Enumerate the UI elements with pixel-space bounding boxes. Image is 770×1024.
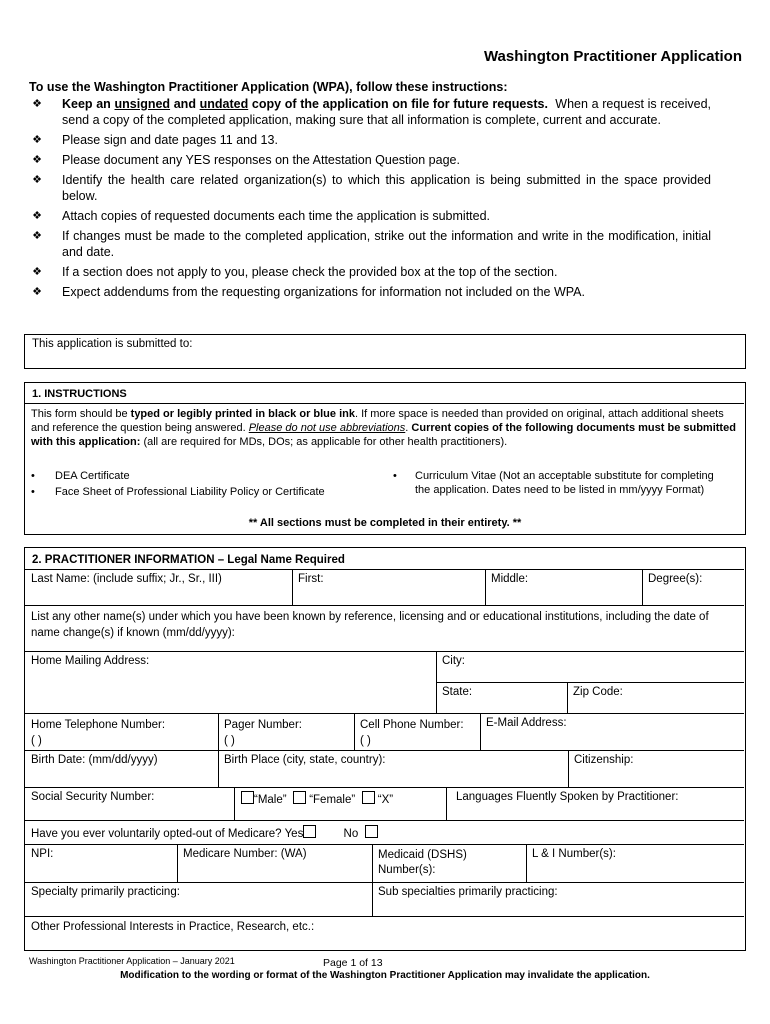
divider <box>354 713 355 750</box>
divider <box>446 787 447 820</box>
page-title: Washington Practitioner Application <box>483 48 742 65</box>
divider <box>25 713 744 714</box>
bullet-icon: • <box>31 470 35 482</box>
section-instructions <box>24 382 746 535</box>
divider <box>177 844 178 882</box>
submitted-to-field[interactable] <box>24 334 746 369</box>
intro-heading: To use the Washington Practitioner Application (WPA), follow these instructions: <box>29 80 508 94</box>
divider <box>372 844 373 916</box>
bullet-text: Please document any YES responses on the Attestation Question page. <box>62 153 460 167</box>
x-checkbox[interactable] <box>362 791 375 804</box>
middle-name-field[interactable]: Middle: <box>491 573 529 585</box>
divider <box>292 569 293 605</box>
bullet-text: If a section does not apply to you, please check the provided box at the top of the section. <box>62 265 558 279</box>
list-item: • Face Sheet of Professional Liability Policy or Certificate <box>31 486 325 498</box>
list-item <box>29 208 711 224</box>
zip-field[interactable]: Zip Code: <box>573 686 623 698</box>
list-item: • Curriculum Vitae (Not an acceptable substitute for completing the application. Dates need to be listed in mm/yyyy Format) <box>393 470 714 496</box>
document-list-right <box>393 469 715 497</box>
divider <box>234 787 235 820</box>
divider <box>25 569 744 570</box>
citizenship-field[interactable]: Citizenship: <box>574 754 634 766</box>
bullet-text: When a request is received, send a copy of the completed application, making sure that all information is complete, current and accurate. <box>62 97 711 127</box>
divider <box>25 844 744 845</box>
submitted-to-label: This application is submitted to: <box>32 338 193 350</box>
list-item <box>29 152 711 168</box>
section-title: 2. PRACTITIONER INFORMATION – Legal Name Required <box>32 554 345 566</box>
divider <box>25 787 744 788</box>
pager-field[interactable]: Pager Number: ( ) <box>224 719 302 747</box>
footer-warning: Modification to the wording or format of the Washington Practitioner Application may invalidate the application. <box>120 970 650 981</box>
medicare-number-field[interactable]: Medicare Number: (WA) <box>183 848 307 860</box>
female-checkbox[interactable] <box>293 791 306 804</box>
diamond-bullet-icon: ❖ <box>32 154 42 166</box>
home-phone-field[interactable]: Home Telephone Number: ( ) <box>31 719 166 747</box>
male-checkbox[interactable] <box>241 791 254 804</box>
bullet-text: Keep an unsigned and undated copy of the application on file for future requests. <box>62 97 548 111</box>
bullet-text: Attach copies of requested documents each time the application is submitted. <box>62 209 491 223</box>
bullet-text: Identify the health care related organization(s) to which this application is being submitted in the space provided below. <box>62 173 711 203</box>
diamond-bullet-icon: ❖ <box>32 98 42 110</box>
list-item <box>29 132 711 148</box>
list-item <box>29 96 711 128</box>
cell-phone-field[interactable]: Cell Phone Number: ( ) <box>360 719 464 747</box>
divider <box>568 750 569 787</box>
divider <box>526 844 527 882</box>
no-checkbox[interactable] <box>365 825 378 838</box>
bullet-icon: • <box>393 470 397 482</box>
divider <box>436 682 744 683</box>
section-practitioner-info <box>24 547 746 951</box>
divider <box>25 651 744 652</box>
list-item <box>29 284 711 300</box>
list-item <box>29 264 711 280</box>
instructions-paragraph: This form should be typed or legibly printed in black or blue ink. If more space is needed than provided on original, attach additional sheets and reference the question being answered. Please do not use abbreviations. Current copies of the following documents must be submitted with this application: (all are required for MDs, DOs; as applicable for other health practitioners). <box>31 408 736 448</box>
diamond-bullet-icon: ❖ <box>32 286 42 298</box>
bullet-text: Please sign and date pages 11 and 13. <box>62 133 278 147</box>
divider <box>25 750 744 751</box>
gender-options: “Male” “Female” “X” <box>237 789 397 808</box>
divider <box>25 820 744 821</box>
diamond-bullet-icon: ❖ <box>32 210 42 222</box>
medicaid-field[interactable]: Medicaid (DSHS) Number(s): <box>378 849 467 876</box>
divider <box>485 569 486 605</box>
other-interests-field[interactable]: Other Professional Interests in Practice, Research, etc.: <box>31 921 315 933</box>
diamond-bullet-icon: ❖ <box>32 230 42 242</box>
list-item: • DEA Certificate <box>31 470 130 482</box>
diamond-bullet-icon: ❖ <box>32 266 42 278</box>
diamond-bullet-icon: ❖ <box>32 174 42 186</box>
diamond-bullet-icon: ❖ <box>32 134 42 146</box>
birth-place-field[interactable]: Birth Place (city, state, country): <box>224 754 386 766</box>
sub-specialties-field[interactable]: Sub specialties primarily practicing: <box>378 886 558 898</box>
languages-field[interactable]: Languages Fluently Spoken by Practitioner: <box>456 791 679 803</box>
section-title: 1. INSTRUCTIONS <box>32 388 127 400</box>
divider <box>25 605 744 606</box>
divider <box>480 713 481 750</box>
yes-checkbox[interactable] <box>303 825 316 838</box>
divider <box>218 713 219 750</box>
ssn-field[interactable]: Social Security Number: <box>31 791 155 803</box>
npi-field[interactable]: NPI: <box>31 848 54 860</box>
medicare-optout-question: Have you ever voluntarily opted-out of Medicare? Yes No <box>27 823 382 842</box>
other-names-field[interactable]: List any other name(s) under which you have been known by reference, licensing and or educational institutions, including the date of name change(s) if known (mm/dd/yyyy): <box>31 611 709 639</box>
divider <box>25 403 744 404</box>
instruction-list <box>29 96 711 304</box>
degrees-field[interactable]: Degree(s): <box>648 573 703 585</box>
email-field[interactable]: E-Mail Address: <box>486 717 567 729</box>
divider <box>218 750 219 787</box>
specialty-field[interactable]: Specialty primarily practicing: <box>31 886 180 898</box>
list-item <box>29 228 711 260</box>
birth-date-field[interactable]: Birth Date: (mm/dd/yyyy) <box>31 754 158 766</box>
first-name-field[interactable]: First: <box>298 573 324 585</box>
divider <box>25 882 744 883</box>
bullet-text: If changes must be made to the completed application, strike out the information and write in the modification, initial and date. <box>62 229 711 259</box>
footer-version: Washington Practitioner Application – January 2021 <box>29 956 235 966</box>
divider <box>567 682 568 713</box>
page-number: Page 1 of 13 <box>323 957 383 969</box>
home-address-field[interactable]: Home Mailing Address: <box>31 655 150 667</box>
city-field[interactable]: City: <box>442 655 465 667</box>
divider <box>25 916 744 917</box>
document-list-left <box>31 469 371 499</box>
state-field[interactable]: State: <box>442 686 473 698</box>
li-number-field[interactable]: L & I Number(s): <box>532 848 616 860</box>
last-name-field[interactable]: Last Name: (include suffix; Jr., Sr., III) <box>31 573 222 585</box>
divider <box>642 569 643 605</box>
bullet-icon: • <box>31 486 35 498</box>
bullet-text: Expect addendums from the requesting organizations for information not included on the WPA. <box>62 285 585 299</box>
all-sections-note: ** All sections must be completed in their entirety. ** <box>248 517 522 529</box>
list-item <box>29 172 711 204</box>
